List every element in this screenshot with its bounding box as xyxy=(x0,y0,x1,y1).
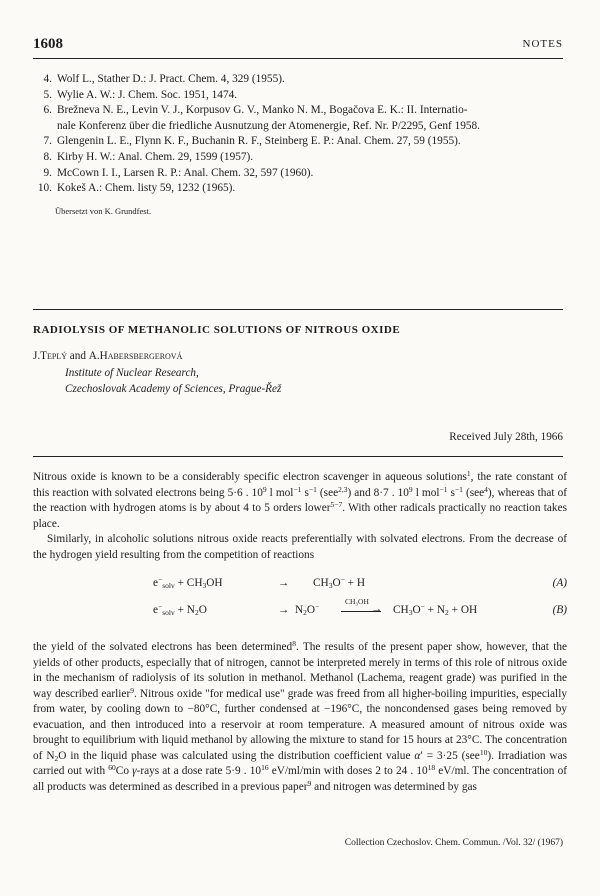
equation-arrow: → xyxy=(278,604,290,616)
equation-arrowhead: → xyxy=(371,603,383,615)
reference-item: 5. Wylie A. W.: J. Chem. Soc. 1951, 1474. xyxy=(43,88,238,101)
body-paragraph: the yield of the solvated electrons has been determined$^8$. The results of the present paper show, however, that the yields of other products, especially that of nitrogen, cannot be interpreted merely in terms of this role of nitrous oxide in the mechanism of radiolysis of its solution in methanol. Methanol (Lachema, reagent grade) was purified in the way described earlier$^9$. Nitrous oxide "for medical use" grade was freed from all higher-boiling impurities, especially from water, by cooling down to −80°C, further condensed at −196°C, the noncondensed gases being removed by evacuation, and then introduced into a reservoir at room temperature. A measured amount of nitrous oxide was brought to equilibrium with liquid methanol by allowing the mixture to stand for 15 hours at 23°C. The concentration of $N_2O$ in the liquid phase was calculated using the distribution coefficient value α′ = 3·25 (see$^{10}$). Irradiation was carried out with $^{60}$Co γ-rays at a dose rate 5·9 . $10^{16}$ eV/ml/min with doses 2 to 24 . $10^{18}$ eV/ml. The concentration of all products was determined as described in a previous paper$^9$ and nitrogen was determined by gas xyxy=(33,639,567,793)
equation-intermediate: $N_2O^-$ xyxy=(295,602,320,617)
reference-list xyxy=(30,72,570,197)
author-name: A.Habersbergerová xyxy=(88,350,183,362)
translator-note: Übersetzt von K. Grundfest. xyxy=(55,206,152,216)
equation-b xyxy=(33,597,567,626)
reference-item: 6. Brežneva N. E., Levin V. J., Korpusov G. V., Manko N. M., Bogačova E. K.: II. Internatio- xyxy=(43,104,468,117)
reference-item: 10. Kokeš A.: Chem. listy 59, 1232 (1965). xyxy=(37,182,236,195)
equation-label: (B) xyxy=(552,604,567,616)
equation-arrow: → xyxy=(278,577,290,589)
equation-label: (A) xyxy=(552,577,567,589)
reference-item: 4. Wolf L., Stather D.: J. Pract. Chem. 4, 329 (1955). xyxy=(43,73,285,85)
equation-arrow-line xyxy=(341,611,381,612)
header-rule xyxy=(33,58,563,59)
reference-item: 8. Kirby H. W.: Anal. Chem. 29, 1599 (1957). xyxy=(43,150,254,163)
reference-item: 9. McCown I. I., Larsen R. P.: Anal. Chem. 32, 597 (1960). xyxy=(43,166,314,179)
section-title: NOTES xyxy=(522,38,563,50)
body-paragraph: Similarly, in alcoholic solutions nitrous oxide reacts preferentially with solvated electrons. From the decrease of the hydrogen yield resulting from the competition of reactions xyxy=(33,533,567,561)
received-date: Received July 28th, 1966 xyxy=(449,431,563,443)
article-authors xyxy=(33,350,182,362)
article-separator-rule xyxy=(33,309,563,310)
author-name: J.Teplý xyxy=(33,350,67,362)
equation-lhs: $e^-_{solv} + CH_3OH$ xyxy=(153,575,223,590)
received-rule xyxy=(33,456,563,457)
author-affiliation: Institute of Nuclear Research, Czechoslovak Academy of Sciences, Prague-Řež xyxy=(65,367,282,395)
page-header xyxy=(33,36,563,60)
equation-lhs: $e^-_{solv} + N_2O$ xyxy=(153,602,207,617)
reference-item: 7. Glengenin L. E., Flynn K. F., Buchanin R. F., Steinberg E. P.: Anal. Chem. 27, 59 (1955). xyxy=(43,135,461,148)
article-title: RADIOLYSIS OF METHANOLIC SOLUTIONS OF NITROUS OXIDE xyxy=(33,324,401,336)
equation-over-arrow-text: CH₃OH xyxy=(345,597,369,606)
equation-rhs: $CH_3O^- + N_2$ + OH xyxy=(393,602,478,617)
reference-item-continuation: nale Konferenz über die friedliche Ausnutzung der Atomenergie, Ref. Nr. P/2295, Genf 1958. xyxy=(57,119,480,132)
body-paragraph: Nitrous oxide is known to be a considerably specific electron scavenger in aqueous solutions$^1$, the rate constant of this reaction with solvated electrons being 5·6 . $10^9$ l mol$^{-1}$ $s^{-1}$ (see$^{2,3}$) and 8·7 . $10^9$ l mol$^{-1}$ $s^{-1}$ (see$^4$), whereas that of the reaction with hydrogen atoms is by about 4 to 5 orders lower$^{5-7}$. With other radicals practically no reaction takes place. xyxy=(33,469,567,530)
page-number: 1608 xyxy=(33,36,63,52)
equation-a xyxy=(33,577,567,599)
author-conjunction: and xyxy=(69,350,86,362)
journal-footer: Collection Czechoslov. Chem. Commun. /Vol. 32/ (1967) xyxy=(344,838,563,848)
equation-rhs: $CH_3O^- + H$ xyxy=(313,575,366,590)
